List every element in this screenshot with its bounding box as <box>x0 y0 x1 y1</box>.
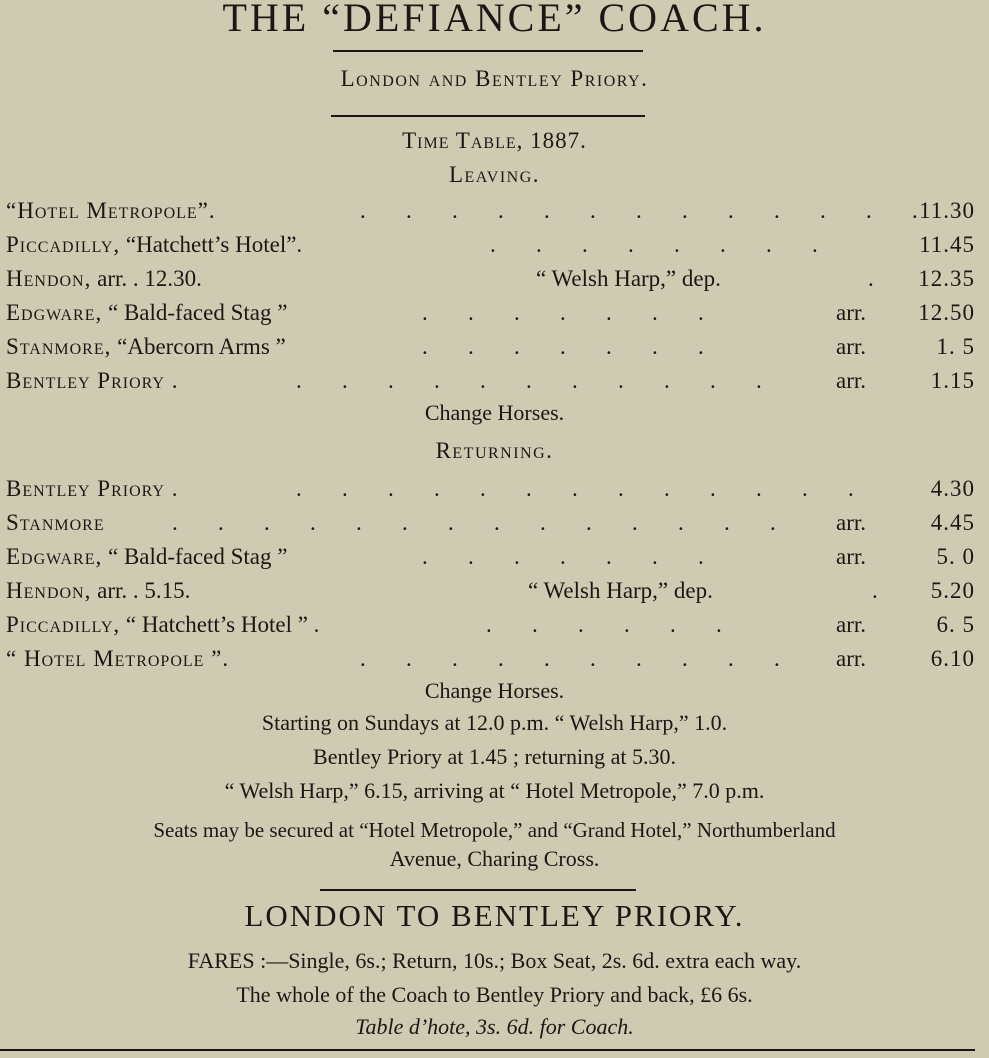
departure-time: 4.45 <box>930 510 975 535</box>
timetable-title: Time Table, 1887. <box>402 128 587 153</box>
title-rule <box>333 50 643 52</box>
station-name: Hendon, arr. . 12.30. <box>6 266 202 291</box>
table-row <box>0 198 989 230</box>
arrival-note: arr. <box>836 612 867 637</box>
departure-time: 5. 0 <box>936 544 975 569</box>
seats-note: Seats may be secured at “Hotel Metropole,” and “Grand Hotel,” Northumberland <box>153 818 836 842</box>
leader-dots: . . . . . . . . . . . <box>296 368 762 393</box>
table-row <box>0 578 989 610</box>
fares-line: FARES :—Single, 6s.; Return, 10s.; Box Seat, 2s. 6d. extra each way. <box>187 948 802 973</box>
table-row <box>0 646 989 678</box>
departure-time: 1. 5 <box>936 334 975 359</box>
change-horses-note: Change Horses. <box>424 678 565 703</box>
table-row <box>0 368 989 400</box>
station-name: Hendon, arr. . 5.15. <box>6 578 191 603</box>
station-name: Bentley Priory . <box>6 476 179 501</box>
seats-note: Avenue, Charing Cross. <box>389 846 600 871</box>
table-row <box>0 544 989 576</box>
subtitle-rule <box>331 115 645 117</box>
welsh-harp-note: “ Welsh Harp,” dep. <box>536 266 721 291</box>
departure-time: 12.35 <box>918 266 975 291</box>
leader-dots: . . . . . . . <box>422 300 704 325</box>
page-title: THE “DEFIANCE” COACH. <box>222 0 767 40</box>
arrival-note: arr. <box>836 544 867 569</box>
page-subtitle: London and Bentley Priory. <box>340 66 649 91</box>
leader-dots: . <box>872 578 878 603</box>
welsh-harp-note: “ Welsh Harp,” dep. <box>528 578 713 603</box>
leader-dots: . . . . . . . . <box>490 232 818 257</box>
station-name: Edgware, “ Bald-faced Stag ” <box>6 300 288 325</box>
departure-time: 4.30 <box>930 476 975 501</box>
station-name: Piccadilly, “Hatchett’s Hotel”. <box>6 232 303 257</box>
table-row <box>0 476 989 508</box>
station-name: Bentley Priory . <box>6 368 179 393</box>
departure-time: 1.15 <box>930 368 975 393</box>
station-name: Stanmore, “Abercorn Arms ” <box>6 334 286 359</box>
leader-dots: . . . . . . . . . . . . . <box>296 476 854 501</box>
arrival-note: arr. <box>836 368 867 393</box>
leader-dots: . . . . . . . . . . <box>360 646 780 671</box>
leader-dots: . . . . . . <box>486 612 722 637</box>
departure-time: 11.30 <box>919 198 975 223</box>
fares-title: LONDON TO BENTLEY PRIORY. <box>244 898 745 933</box>
table-row <box>0 232 989 264</box>
station-name: Edgware, “ Bald-faced Stag ” <box>6 544 288 569</box>
departure-time: 6. 5 <box>936 612 975 637</box>
table-row <box>0 334 989 366</box>
table-row <box>0 510 989 542</box>
bottom-rule <box>0 1049 975 1051</box>
table-row <box>0 612 989 644</box>
arrival-note: arr. <box>836 300 867 325</box>
station-name: Stanmore <box>6 510 105 535</box>
leader-dots: . . . . . . . <box>422 544 704 569</box>
table-dhote-line: Table d’hote, 3s. 6d. for Coach. <box>355 1014 634 1039</box>
departure-time: 12.50 <box>918 300 975 325</box>
departure-time: 5.20 <box>930 578 975 603</box>
arrival-note: arr. <box>836 646 867 671</box>
table-row <box>0 266 989 298</box>
leader-dots: . <box>868 266 874 291</box>
section-rule <box>320 889 636 891</box>
departure-time: 11.45 <box>919 232 975 257</box>
table-row <box>0 300 989 332</box>
leader-dots: . . . . . . . . . . . . . <box>360 198 918 223</box>
leader-dots: . . . . . . . <box>422 334 704 359</box>
sunday-line: Starting on Sundays at 12.0 p.m. “ Welsh Harp,” 1.0. <box>261 710 728 735</box>
arrival-note: arr. <box>836 334 867 359</box>
leaving-heading: Leaving. <box>448 162 541 187</box>
whole-coach-line: The whole of the Coach to Bentley Priory and back, £6 6s. <box>236 982 753 1007</box>
change-horses-note: Change Horses. <box>424 400 565 425</box>
station-name: Piccadilly, “ Hatchett’s Hotel ” . <box>6 612 320 637</box>
departure-time: 6.10 <box>930 646 975 671</box>
sunday-line: Bentley Priory at 1.45 ; returning at 5.30. <box>313 744 676 769</box>
leader-dots: . . . . . . . . . . . . . . <box>172 510 776 535</box>
station-name: “Hotel Metropole”. <box>6 198 216 223</box>
returning-heading: Returning. <box>435 438 554 463</box>
sunday-line: “ Welsh Harp,” 6.15, arriving at “ Hotel Metropole,” 7.0 p.m. <box>224 778 765 803</box>
station-name: “ Hotel Metropole ”. <box>6 646 230 671</box>
arrival-note: arr. <box>836 510 867 535</box>
